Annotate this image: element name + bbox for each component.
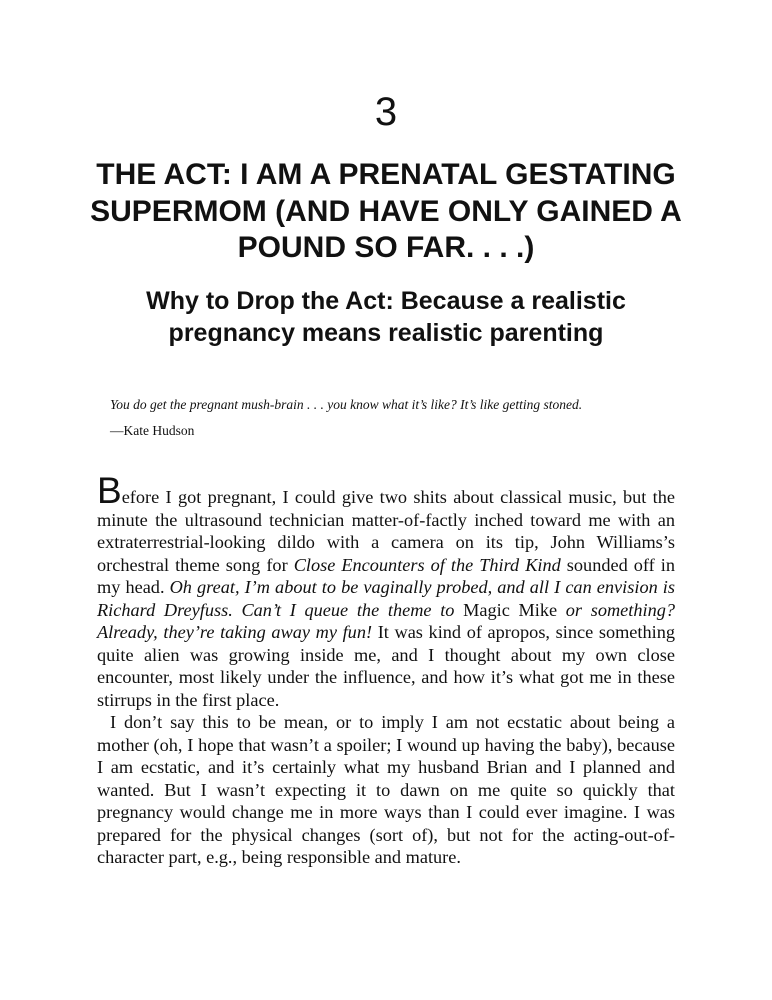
chapter-title: THE ACT: I AM A PRENATAL GESTATING SUPERMOM (AND HAVE ONLY GAINED A POUND SO FAR. . . .) xyxy=(90,158,682,264)
chapter-number: 3 xyxy=(374,90,398,134)
inner-thought: Oh great, I’m about to be vaginally probed, and all I can envision is Richard Dreyfuss. Can’t I queue the theme to xyxy=(97,577,675,620)
drop-cap: B xyxy=(97,470,122,511)
film-title: Close Encounters of the Third Kind xyxy=(293,554,561,575)
paragraph-text: sounded off in my head. xyxy=(97,554,675,597)
epigraph-attribution: —Kate Hudson xyxy=(110,423,195,438)
epigraph xyxy=(110,396,710,439)
paragraph-text: It was kind of apropos, since something quite alien was growing inside me, and I thought about my own close encounter, most likely under the influence, and how it’s what got me in these stirrups in the first place. xyxy=(97,622,675,710)
epigraph-quote: You do get the pregnant mush-brain . . . you know what it’s like? It’s like getting stoned. xyxy=(110,397,583,412)
paragraph-text: efore I got pregnant, I could give two shits about classical music, but the minute the ultrasound technician matter-of-factly inched toward me with an extraterrestrial-looking dildo with a camera on its tip, John Williams’s orchestral theme song for xyxy=(97,487,675,575)
inner-thought: or something? Already, they’re taking away my fun! xyxy=(97,599,675,642)
body-text xyxy=(97,470,675,869)
film-title-roman: Magic Mike xyxy=(463,599,558,620)
paragraph: I don’t say this to be mean, or to imply I am not ecstatic about being a mother (oh, I hope that wasn’t a spoiler; I wound up having the baby), because I am ecstatic, and it’s certainly what my husband Brian and I planned and wanted. But I wasn’t expecting it to dawn on me quite so quickly that pregnancy would change me in more ways than I could ever imagine. I was prepared for the physical changes (sort of), but not for the acting-out-of-character part, e.g., being responsible and mature. xyxy=(97,712,675,867)
paragraph xyxy=(97,470,675,711)
chapter-subtitle: Why to Drop the Act: Because a realistic pregnancy means realistic parenting xyxy=(146,287,626,347)
